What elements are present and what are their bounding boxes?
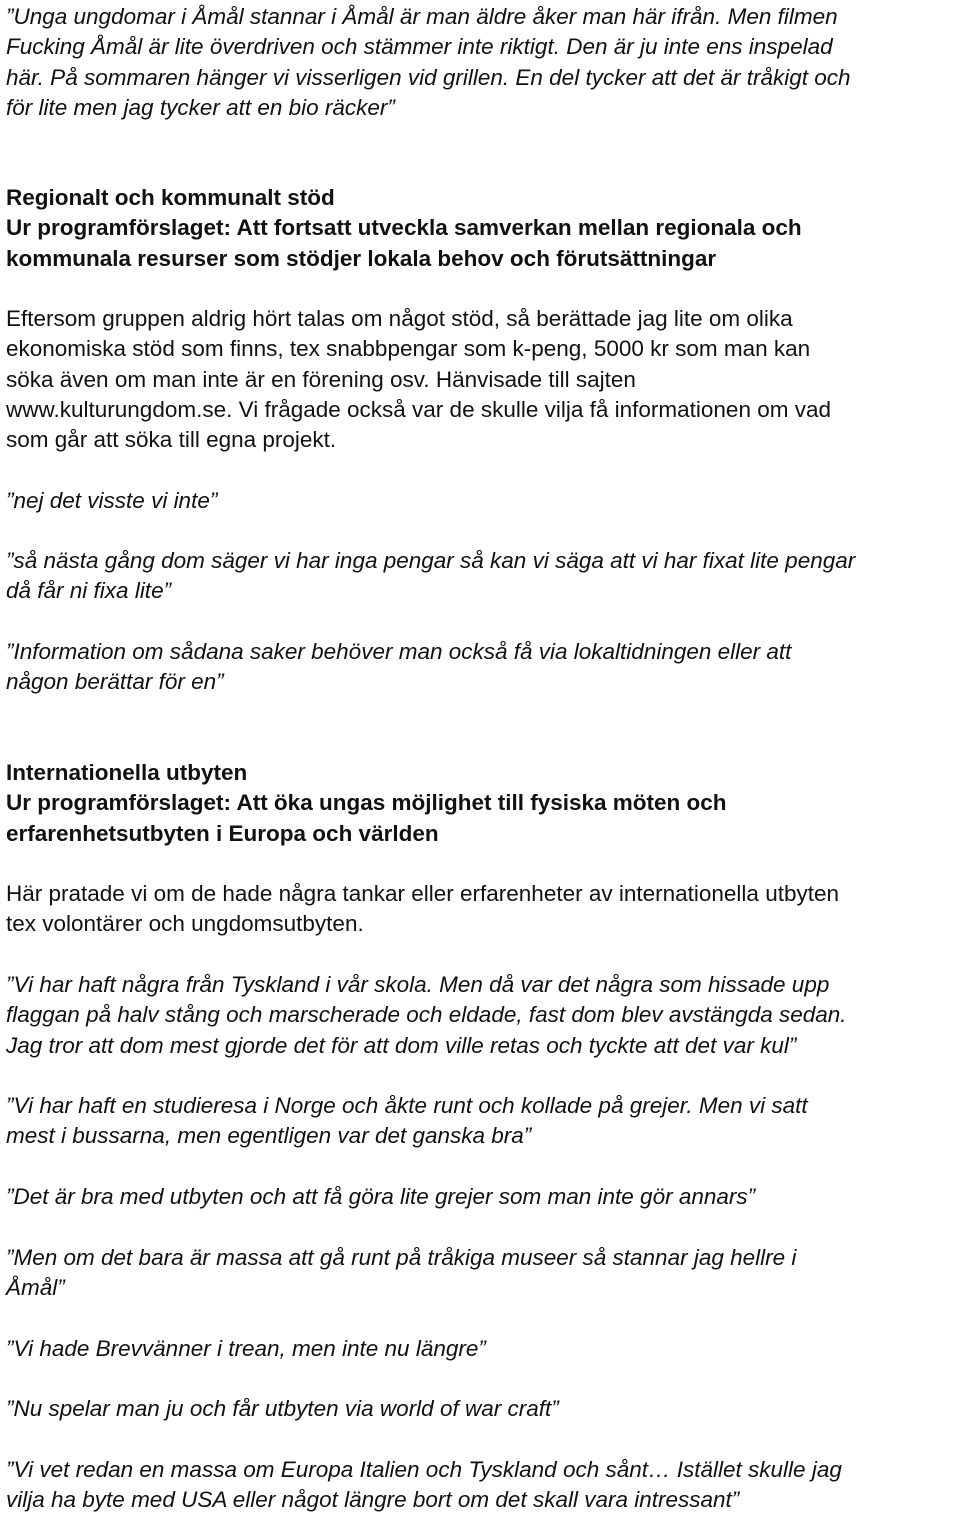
quote-germany-visit: ”Vi har haft några från Tyskland i vår skola. Men då var det några som hissade upp flaggan på halv stång och marscherade och eldade, fast dom blev avstängda sedan. Jag tror att dom mest gjorde det för att dom ville retas och tyckte att det var kul” <box>6 972 847 1058</box>
quote-amal-youth: ”Unga ungdomar i Åmål stannar i Åmål är man äldre åker man här ifrån. Men filmen Fucking Åmål är lite överdriven och stämmer inte riktigt. Den är ju inte ens inspelad här. På sommaren hänger vi visserligen vid grillen. En del tycker att det är tråkigt och för lite men jag tycker att en bio räcker” <box>6 4 851 120</box>
heading-regional-support: Regionalt och kommunalt stöd Ur programförslaget: Att fortsatt utveckla samverkan mellan regionala och kommunala resurser som stödjer lokala behov och förutsättningar <box>6 185 802 271</box>
quote-next-time-money: ”så nästa gång dom säger vi har inga pengar så kan vi säga att vi har fixat lite pengar då får ni fixa lite” <box>6 548 856 604</box>
paragraph-support-info: Eftersom gruppen aldrig hört talas om något stöd, så berättade jag lite om olika ekonomiska stöd som finns, tex snabbpengar som k-peng, 5000 kr som man kan söka även om man inte är en förening osv. Hänvisade till sajten www.kulturungdom.se. Vi frågade också var de skulle vilja få informationen om vad som går att söka till egna projekt. <box>6 306 831 453</box>
quote-did-not-know: ”nej det visste vi inte” <box>6 488 218 513</box>
quote-world-of-warcraft: ”Nu spelar man ju och får utbyten via world of war craft” <box>6 1396 559 1421</box>
quote-exchanges-good: ”Det är bra med utbyten och att få göra lite grejer som man inte gör annars” <box>6 1184 756 1209</box>
heading-international-exchange: Internationella utbyten Ur programförslaget: Att öka ungas möjlighet till fysiska möten och erfarenhetsutbyten i Europa och världen <box>6 760 727 846</box>
quote-usa-exchange: ”Vi vet redan en massa om Europa Italien och Tyskland och sånt… Istället skulle jag vilja ha byte med USA eller något längre bort om det skall vara intressant” <box>6 1457 842 1513</box>
quote-pen-pals: ”Vi hade Brevvänner i trean, men inte nu längre” <box>6 1336 486 1361</box>
quote-boring-museums: ”Men om det bara är massa att gå runt på tråkiga museer så stannar jag hellre i Åmål” <box>6 1245 797 1301</box>
paragraph-exchange-discussion: Här pratade vi om de hade några tankar eller erfarenheter av internationella utbyten tex volontärer och ungdomsutbyten. <box>6 881 840 937</box>
quote-norway-trip: ”Vi har haft en studieresa i Norge och åkte runt och kollade på grejer. Men vi satt mest i bussarna, men egentligen var det ganska bra” <box>6 1093 808 1149</box>
quote-local-newspaper: ”Information om sådana saker behöver man också få via lokaltidningen eller att någon berättar för en” <box>6 639 792 695</box>
